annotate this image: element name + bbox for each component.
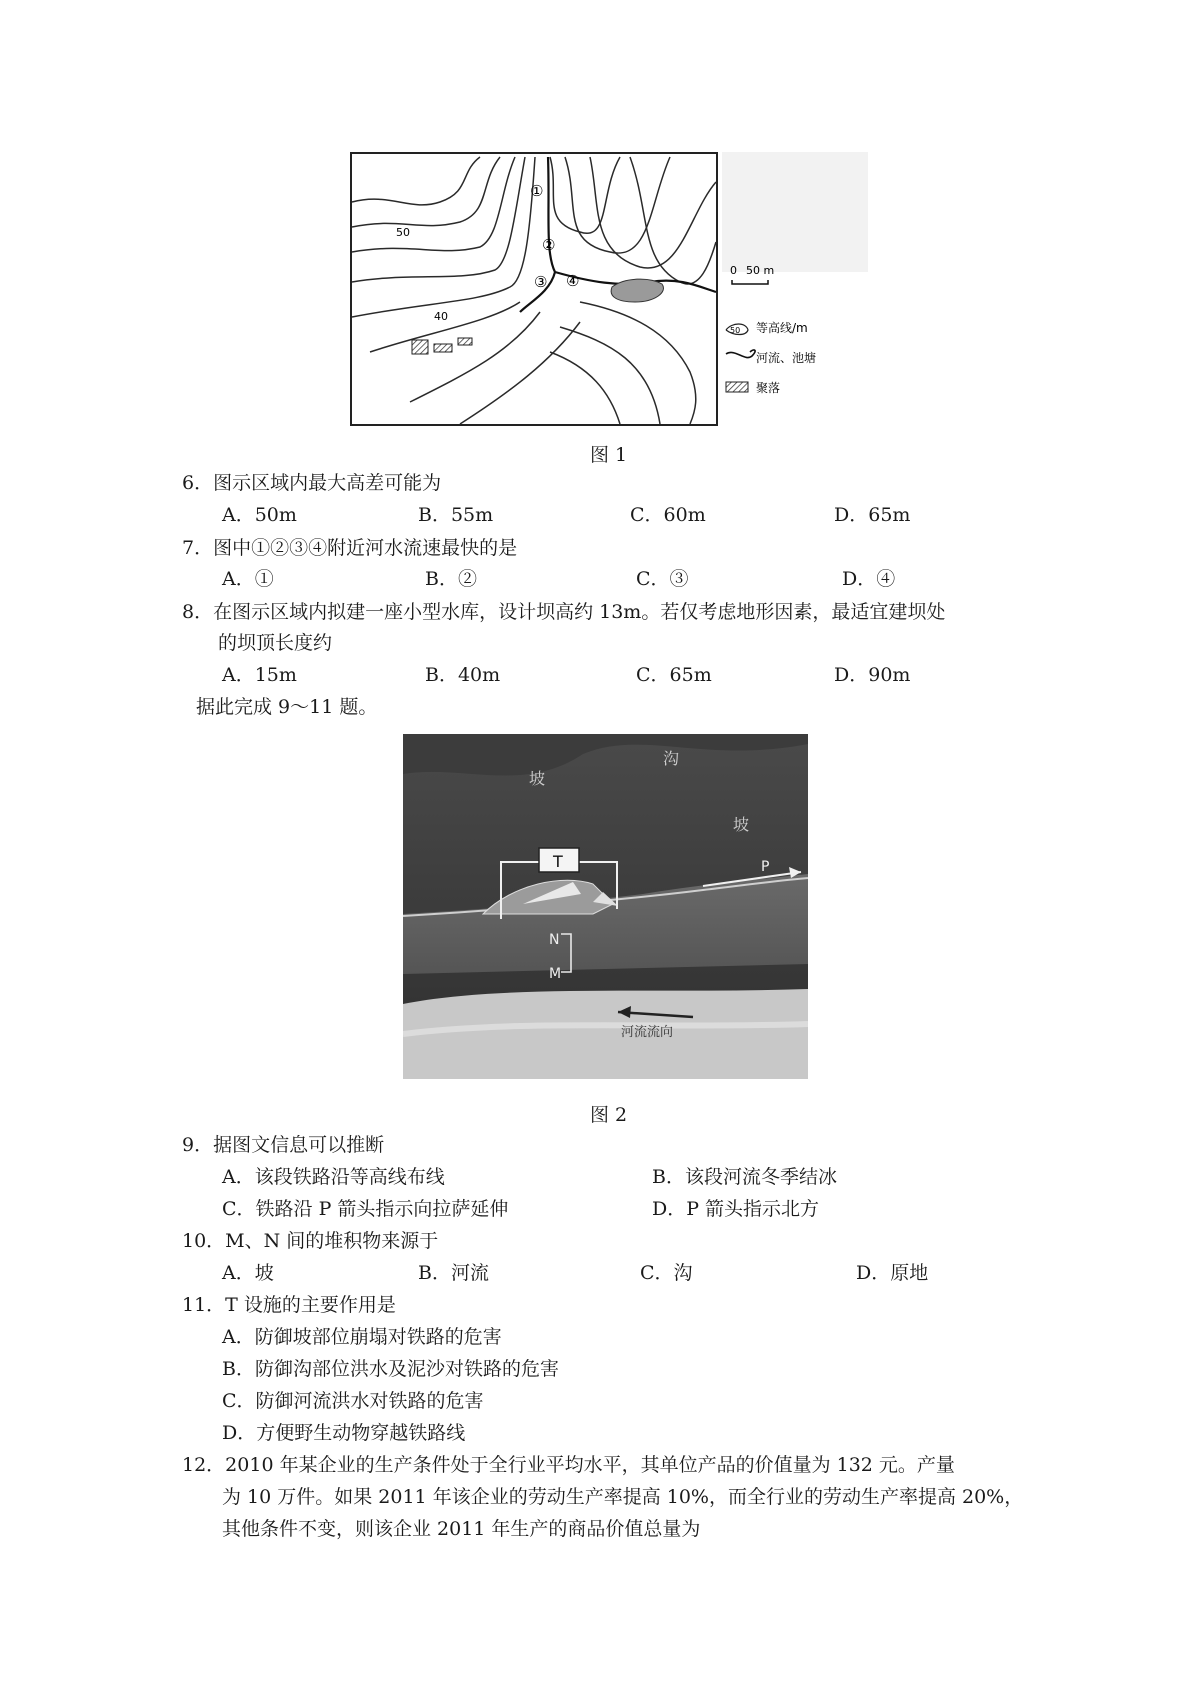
figure-1-caption: 图 1 [590, 444, 628, 466]
question-7-stem: 7．图中①②③④附近河水流速最快的是 [182, 537, 518, 559]
point-4: ④ [566, 272, 580, 290]
label-P: P [761, 859, 770, 875]
legend-river-label: 河流、池塘 [756, 351, 817, 365]
question-8-option-b: B．40m [425, 664, 501, 686]
question-12-line-2: 为 10 万件。如果 2011 年该企业的劳动生产率提高 10%，而全行业的劳动生产率提高 20%， [222, 1486, 1024, 1508]
question-9-option-c: C．铁路沿 P 箭头指示向拉萨延伸 [222, 1198, 509, 1220]
legend-contour-label: 等高线/m [756, 321, 808, 335]
section-intro: 据此完成 9～11 题。 [196, 696, 378, 718]
point-1: ① [530, 182, 544, 200]
river-surface [403, 989, 808, 1079]
question-7-option-d: D．④ [842, 568, 896, 590]
legend-river-symbol [726, 350, 755, 358]
legend-settlement-symbol [726, 382, 748, 392]
question-10-option-c: C．沟 [640, 1262, 693, 1284]
question-8-option-c: C．65m [636, 664, 712, 686]
question-7-option-a: A．① [222, 568, 274, 590]
settlement [458, 338, 472, 345]
question-7-option-b: B．② [425, 568, 477, 590]
question-12-line-1: 12．2010 年某企业的生产条件处于全行业平均水平，其单位产品的价值量为 132 元。产量 [182, 1454, 955, 1476]
figure-2-photo [403, 734, 808, 1079]
question-6-option-c: C．60m [630, 504, 706, 526]
contour-label-40: 40 [434, 310, 448, 323]
point-2: ② [542, 236, 556, 254]
label-N: N [549, 932, 560, 948]
label-slope-left: 坡 [529, 769, 546, 788]
question-9-option-d: D．P 箭头指示北方 [652, 1198, 820, 1220]
legend-contour-value: 50 [730, 326, 741, 335]
question-9-option-b: B．该段河流冬季结冰 [652, 1166, 837, 1188]
question-12-line-3: 其他条件不变，则该企业 2011 年生产的商品价值总量为 [222, 1518, 701, 1540]
question-10-option-b: B．河流 [418, 1262, 489, 1284]
legend-settlement-label: 聚落 [756, 381, 781, 395]
scale-bar [732, 280, 768, 284]
question-8-option-d: D．90m [834, 664, 911, 686]
question-11-option-b: B．防御沟部位洪水及泥沙对铁路的危害 [222, 1358, 559, 1380]
question-10-option-d: D．原地 [856, 1262, 929, 1284]
pond [611, 279, 663, 302]
question-9-stem: 9．据图文信息可以推断 [182, 1134, 385, 1156]
figure-1-contour-map [350, 152, 868, 430]
question-8-stem-line-2: 的坝顶长度约 [218, 632, 333, 654]
label-M: M [549, 966, 562, 982]
question-8-option-a: A．15m [222, 664, 297, 686]
question-11-stem: 11．T 设施的主要作用是 [182, 1294, 396, 1316]
question-7-option-c: C．③ [636, 568, 689, 590]
scale-label: 50 m [746, 264, 775, 277]
question-10-stem: 10．M、N 间的堆积物来源于 [182, 1230, 439, 1252]
question-6-option-a: A．50m [222, 504, 297, 526]
label-T: T [553, 852, 563, 871]
contour-label-50: 50 [396, 226, 410, 239]
question-11-option-c: C．防御河流洪水对铁路的危害 [222, 1390, 484, 1412]
question-11-option-a: A．防御坡部位崩塌对铁路的危害 [222, 1326, 502, 1348]
label-slope-right: 坡 [733, 815, 750, 834]
point-3: ③ [534, 273, 548, 291]
scale-zero: 0 [730, 264, 737, 277]
settlement [412, 340, 428, 354]
question-10-option-a: A．坡 [222, 1262, 274, 1284]
label-gully: 沟 [663, 749, 680, 768]
settlement [434, 344, 452, 352]
question-6-stem: 6．图示区域内最大高差可能为 [182, 472, 442, 494]
label-river-flow: 河流流向 [621, 1025, 674, 1040]
question-6-option-b: B．55m [418, 504, 494, 526]
figure-2-caption: 图 2 [590, 1104, 628, 1126]
question-8-stem-line-1: 8．在图示区域内拟建一座小型水库，设计坝高约 13m。若仅考虑地形因素，最适宜建坝处 [182, 601, 946, 623]
question-11-option-d: D．方便野生动物穿越铁路线 [222, 1422, 466, 1444]
question-6-option-d: D．65m [834, 504, 911, 526]
question-9-option-a: A．该段铁路沿等高线布线 [222, 1166, 445, 1188]
